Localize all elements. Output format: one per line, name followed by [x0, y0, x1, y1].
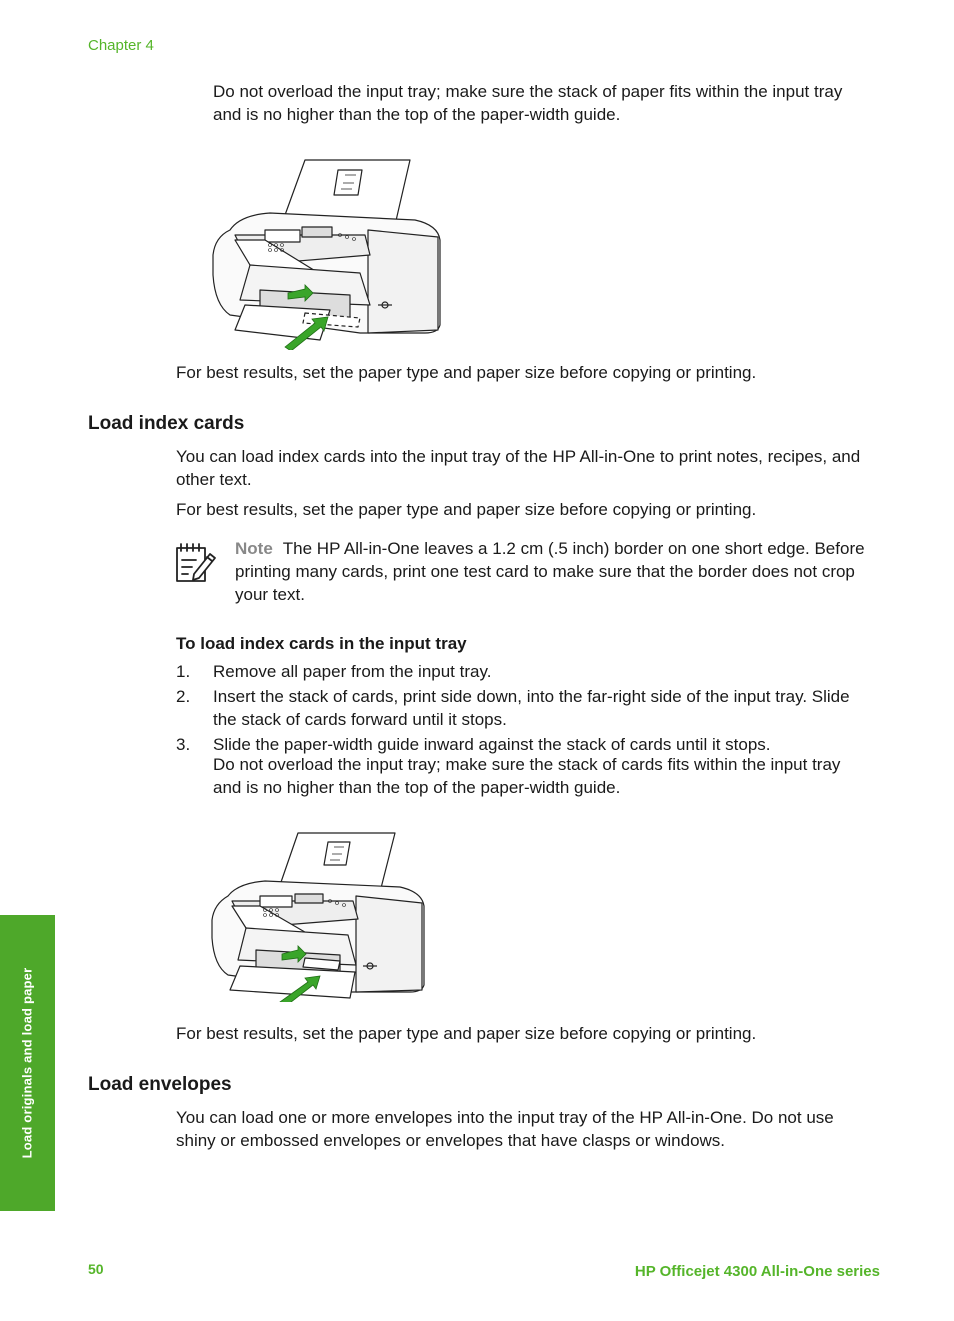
section-heading-index-cards: Load index cards: [88, 413, 245, 434]
best-results-text-3: For best results, set the paper type and paper size before copying or printing.: [176, 1024, 757, 1043]
note-text: The HP All-in-One leaves a 1.2 cm (.5 inch) border on one short edge. Before printing many cards, print one test card to make sure that the border does not crop your text.: [235, 539, 865, 604]
side-tab: [0, 915, 55, 1211]
note-pencil-icon: [174, 540, 218, 584]
step3-detail: Do not overload the input tray; make sure the stack of cards fits within the input tray and is no higher than the top of the paper-width guide.: [213, 755, 841, 797]
step-item: 3. Slide the paper-width guide inward against the stack of cards until it stops.: [176, 735, 771, 754]
note-label: Note: [235, 539, 273, 558]
intro-paragraph: Do not overload the input tray; make sure the stack of paper fits within the input tray and is no higher than the top of the paper-width guide.: [213, 82, 843, 124]
best-results-text-2: For best results, set the paper type and paper size before copying or printing.: [176, 500, 757, 519]
procedure-steps: [176, 660, 866, 756]
chapter-label: Chapter 4: [88, 37, 154, 54]
procedure-title: To load index cards in the input tray: [176, 634, 467, 653]
index-cards-paragraph: You can load index cards into the input tray of the HP All-in-One to print notes, recipes, and other text.: [176, 447, 861, 489]
section-heading-envelopes: Load envelopes: [88, 1074, 232, 1095]
page-number: 50: [88, 1261, 104, 1277]
step-item: 1. Remove all paper from the input tray.: [176, 662, 492, 681]
printer-index-cards-illustration: [210, 830, 428, 1002]
step-item: 2. Insert the stack of cards, print side down, into the far-right side of the input tray. Slide the stack of cards forward until it stops.: [176, 687, 850, 729]
side-tab-label: Load originals and load paper: [19, 967, 35, 1159]
printer-paper-illustration: [210, 155, 445, 350]
footer-product-title: HP Officejet 4300 All-in-One series: [634, 1263, 880, 1280]
envelopes-paragraph: You can load one or more envelopes into the input tray of the HP All-in-One. Do not use shiny or embossed envelopes or envelopes that have clasps or windows.: [176, 1108, 834, 1150]
note-block: [235, 537, 875, 606]
best-results-text: For best results, set the paper type and paper size before copying or printing.: [176, 363, 757, 382]
